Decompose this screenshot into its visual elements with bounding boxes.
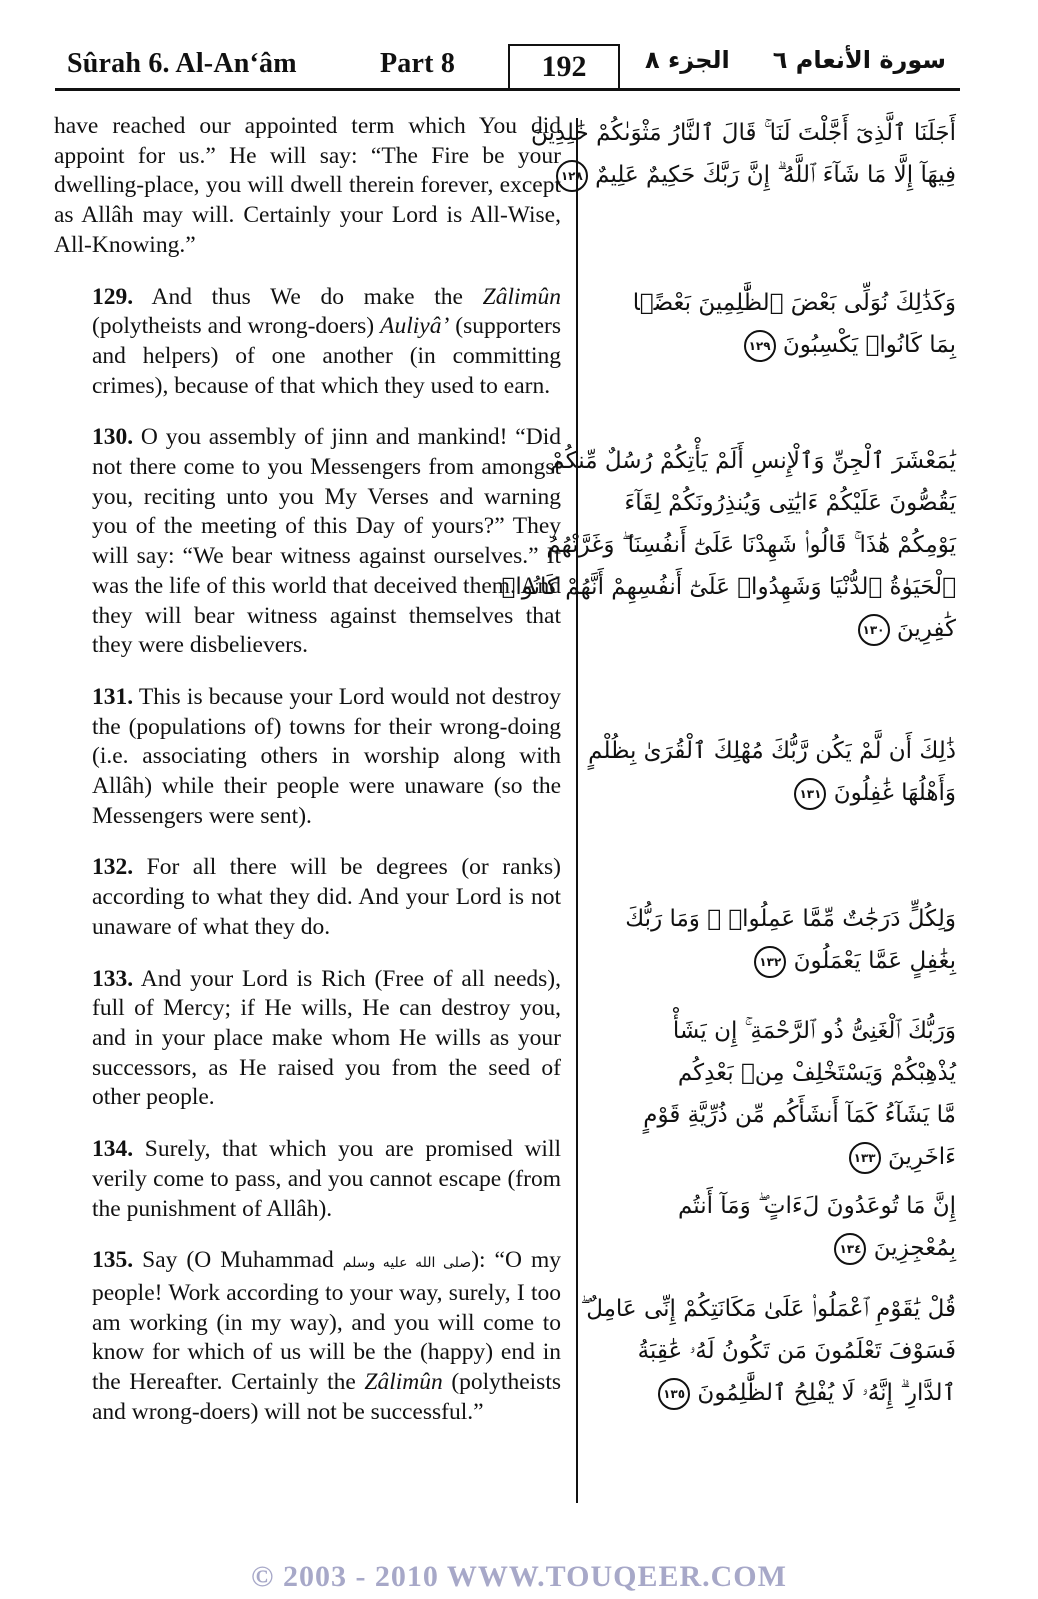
header-rule [55,88,960,91]
page-number-box [508,44,620,88]
arabic-verse-135: قُلْ يَٰقَوْمِ ٱعْمَلُوا۟ عَلَىٰ مَكَانَتِكُمْ إِنِّى عَامِلٌ ۖ فَسَوْفَ تَعْلَمُونَ مَن تَكُونُ لَهُۥ عَٰقِبَةُ ٱلدَّارِ ۗ إِنَّهُۥ لَا يُفْلِحُ ٱلظَّٰلِمُونَ ١٣٥ [596,1288,956,1414]
surah-title-arabic: سورة الأنعام ٦ [772,46,946,74]
arabic-verse-132: وَلِكُلٍّ دَرَجَٰتٌ مِّمَّا عَمِلُوا۟ ۚ وَمَا رَبُّكَ بِغَٰفِلٍ عَمَّا يَعْمَلُونَ ١٣٢ [596,898,956,982]
column-divider [576,118,578,1503]
ayah-number-marker: ١٣٥ [658,1378,690,1410]
ayah-number-marker: ١٣١ [794,778,826,810]
arabic-verse-128: أَجَلَنَا ٱلَّذِىٓ أَجَّلْتَ لَنَا ۚ قَالَ ٱلنَّارُ مَثْوَىٰكُمْ خَٰلِدِينَ فِيهَآ إِلَّا مَا شَآءَ ٱللَّهُ ۗ إِنَّ رَبَّكَ حَكِيمٌ عَلِيمٌ ١٢٨ [596,112,956,196]
ayah-number-marker: ١٣٣ [849,1142,881,1174]
verse-number: 130. [92,424,134,451]
verse-129: 129. And thus We do make the Zâlimûn (polytheists and wrong-doers) Auliyâ’ (supporters and helpers) of one another (in committing crimes), because of that which they used to earn. [92,283,561,399]
arabic-verse-131: ذَٰلِكَ أَن لَّمْ يَكُن رَّبُّكَ مُهْلِكَ ٱلْقُرَىٰ بِظُلْمٍ وَأَهْلُهَا غَٰفِلُونَ ١٣١ [596,730,956,814]
ayah-number-marker: ١٢٩ [744,330,776,362]
verse-number: 134. [92,1136,134,1163]
verse-131: 131. This is because your Lord would not destroy the (populations of) towns for their wrong-doing (i.e. associating others in worship along with Allâh) while their people were unaware (so the Messengers were sent). [92,683,561,829]
arabic-verse-130: يَٰمَعْشَرَ ٱلْجِنِّ وَٱلْإِنسِ أَلَمْ يَأْتِكُمْ رُسُلٌ مِّنكُمْ يَقُصُّونَ عَلَيْكُمْ ءَايَٰتِى وَيُنذِرُونَكُمْ لِقَآءَ يَوْمِكُمْ هَٰذَا ۚ قَالُوا۟ شَهِدْنَا عَلَىٰٓ أَنفُسِنَا ۖ وَغَرَّتْهُمُ ٱلْحَيَوٰةُ ٱلدُّنْيَا وَشَهِدُوا۟ عَلَىٰٓ أَنفُسِهِمْ أَنَّهُمْ كَانُوا۟ كَٰفِرِينَ ١٣٠ [596,440,956,650]
surah-title: Sûrah 6. Al-An‘âm [67,48,297,79]
copyright-text: © 2003 - 2010 WWW.TOUQEER.COM [251,1560,787,1593]
arabic-verse-129: وَكَذَٰلِكَ نُوَلِّى بَعْضَ ٱلظَّٰلِمِينَ بَعْضًۢا بِمَا كَانُوا۟ يَكْسِبُونَ ١٢٩ [596,282,956,366]
page-header [55,44,960,88]
ayah-number-marker: ١٢٨ [556,160,588,192]
juz-label-arabic: الجزء ٨ [645,46,730,74]
verse-135: 135. Say (O Muhammad صلى الله عليه وسلم): “O my people! Work according to your way, surely, I too am working (in my way), and you will come to know for which of us will be the (happy) end in the Hereafter. Certainly the Zâlimûn (polytheists and wrong-doers) will not be successful.” [92,1247,561,1425]
arabic-verse-133: وَرَبُّكَ ٱلْغَنِىُّ ذُو ٱلرَّحْمَةِ ۚ إِن يَشَأْ يُذْهِبْكُمْ وَيَسْتَخْلِفْ مِنۢ بَعْدِكُم مَّا يَشَآءُ كَمَآ أَنشَأَكُم مِّن ذُرِّيَّةِ قَوْمٍ ءَاخَرِينَ ١٣٣ [596,1010,956,1178]
part-label: Part 8 [380,48,456,79]
verse-number: 132. [92,854,134,881]
verse-134: 134. Surely, that which you are promised will verily come to pass, and you cannot escape (from the punishment of Allâh). [92,1136,561,1222]
ayah-number-marker: ١٣٢ [754,946,786,978]
ayah-number-marker: ١٣٤ [834,1233,866,1265]
english-translation-column [54,112,561,1427]
verse-132: 132. For all there will be degrees (or ranks) according to what they did. And your Lord is not unaware of what they do. [92,854,561,940]
verse-number: 129. [92,283,134,310]
verse-number: 133. [92,965,134,992]
verse-number: 131. [92,683,134,710]
verse-130: 130. O you assembly of jinn and mankind! “Did not there come to you Messengers from amongst you, reciting unto you My Verses and warning you of the meeting of this Day of yours?” They will say: “We bear witness against ourselves.” It was the life of this world that deceived them. And they will bear witness against themselves that they were disbelievers. [92,424,561,659]
page-number: 192 [541,50,587,83]
verse-number: 135. [92,1247,134,1274]
arabic-verse-134: إِنَّ مَا تُوعَدُونَ لَءَاتٍ ۖ وَمَآ أَنتُم بِمُعْجِزِينَ ١٣٤ [596,1185,956,1269]
copyright-footer [0,1560,1038,1594]
salutation-arabic: صلى الله عليه وسلم [342,1255,472,1272]
verse-128-continuation: have reached our appointed term which You did appoint for us.” He will say: “The Fire be your dwelling-place, you will dwell therein forever, except as Allâh may will. Certainly your Lord is All-Wise, All-Knowing.” [54,113,561,258]
verse-133: 133. And your Lord is Rich (Free of all needs), full of Mercy; if He wills, He can destroy you, and in your place make whom He wills as your successors, as He raised you from the seed of other people. [92,965,561,1111]
ayah-number-marker: ١٣٠ [858,614,890,646]
